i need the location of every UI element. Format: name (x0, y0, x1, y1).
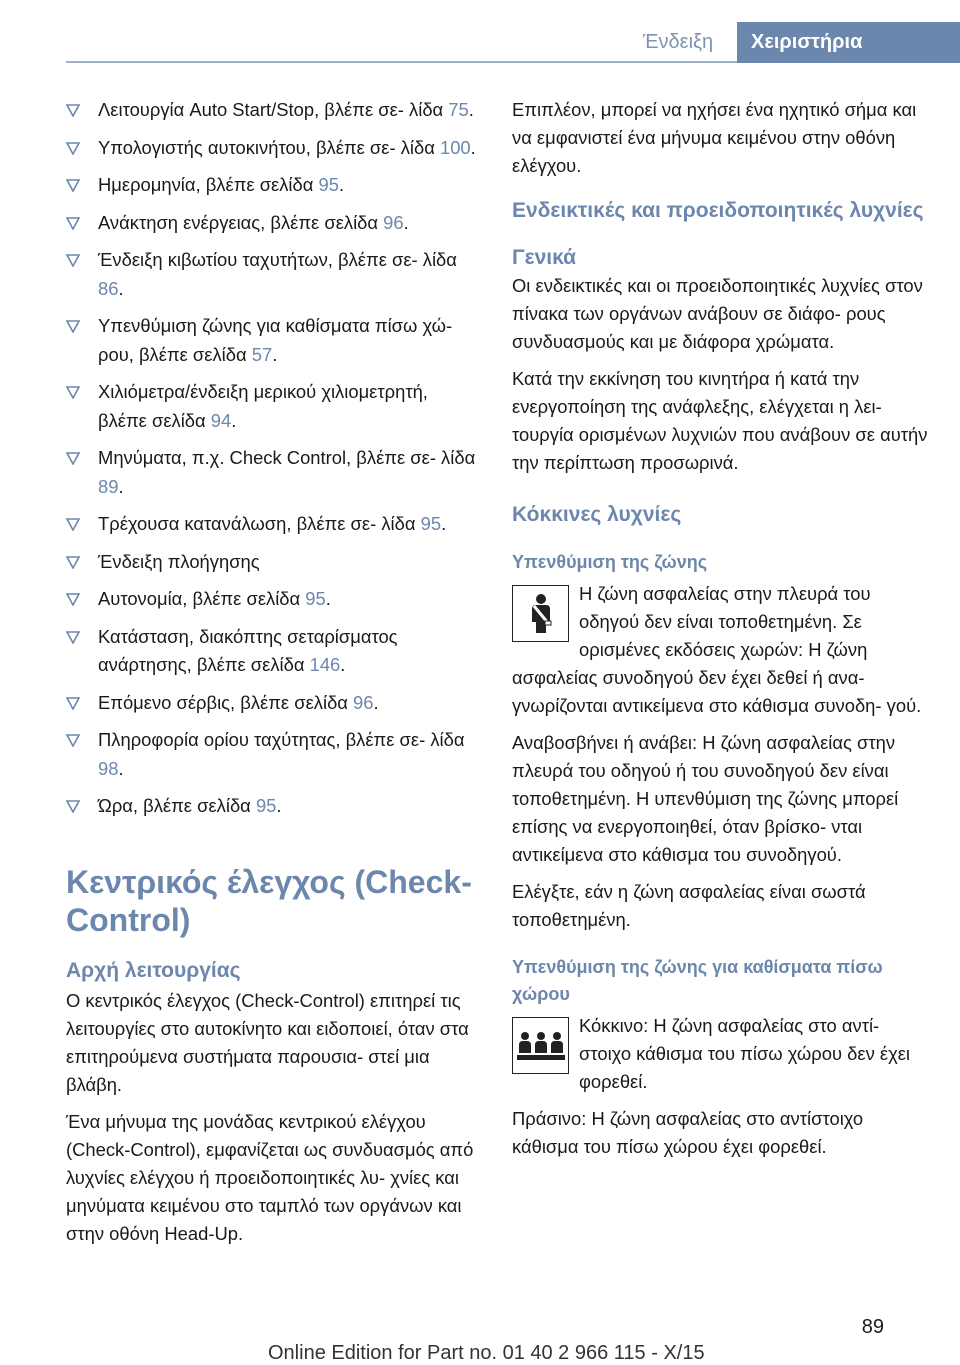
rear-belt-block (512, 1012, 932, 1096)
list-item-text: Ένδειξη πλοήγησης (98, 550, 260, 572)
page-link[interactable]: 98 (98, 757, 119, 779)
edition-text: Online Edition for Part no. 01 40 2 966 115 - X/15 (268, 1342, 705, 1364)
list-item-text: Πληροφορία ορίου ταχύτητας, βλέπε σε‐ λίδα (98, 729, 465, 750)
bullet-triangle-icon (66, 734, 80, 747)
bullet-triangle-icon (66, 631, 80, 644)
principle-paragraph-2: Ένα μήνυμα της μονάδας κεντρικού ελέγχου (Check-Control), εμφανίζεται ως συνδυασμός από λυχνίες ελέγχου ή προειδοποιητικές λυ‐ χνίες και μηνύματα κειμένου στο ταμπλό των οργάνων και στην οθόνη Head-Up. (66, 1110, 474, 1244)
list-item-end: . (403, 211, 409, 233)
header-section-tab[interactable]: Χειριστήρια (737, 22, 960, 63)
bullet-triangle-icon (66, 697, 80, 710)
list-item-text: Αυτονομία, βλέπε σελίδα (98, 588, 306, 609)
page-link[interactable]: 95 (255, 795, 277, 816)
bullet-triangle-icon (66, 386, 80, 399)
page-link[interactable]: 95 (420, 513, 442, 534)
general-paragraph-1: Οι ενδεικτικές και οι προειδοποιητικές λυχνίες στον πίνακα των οργάνων ανάβουν σε διάφο‐ ρους συνδυασμούς και με διάφορα χρώματα. (512, 275, 923, 352)
page-link[interactable]: 96 (383, 211, 404, 233)
list-item (66, 689, 481, 718)
rear-belt-heading: Υπενθύμιση της ζώνης για καθίσματα πίσω χώρου (512, 957, 883, 1004)
list-item-text: Χιλιόμετρα/ένδειξη μερικού χιλιομετρητή, βλέπε σελίδα (98, 381, 428, 431)
bullet-triangle-icon (66, 518, 80, 531)
list-item (66, 312, 481, 369)
list-item-end: . (441, 513, 447, 534)
list-item-text: Τρέχουσα κατανάλωση, βλέπε σε‐ λίδα (98, 513, 421, 534)
list-item (66, 548, 481, 577)
list-item-text: Επόμενο σέρβις, βλέπε σελίδα (98, 691, 354, 713)
page-link[interactable]: 95 (318, 174, 339, 195)
page-number: 89 (861, 1316, 884, 1338)
list-item-end: . (468, 99, 474, 120)
list-item-text: Ημερομηνία, βλέπε σελίδα (98, 174, 319, 195)
list-item (66, 510, 481, 539)
list-item-end: . (118, 277, 124, 299)
list-item (66, 792, 481, 821)
bullet-triangle-icon (66, 556, 80, 569)
list-item (66, 726, 481, 783)
header-index-tab[interactable]: Ένδειξη (642, 31, 714, 53)
list-item (66, 378, 481, 435)
left-column (66, 96, 481, 1257)
rear-belt-paragraph-1: Κόκκινο: Η ζώνη ασφαλείας στο αντί‐ στοιχο κάθισμα του πίσω χώρου δεν έχει φορεθεί. (579, 1015, 911, 1092)
bullet-triangle-icon (66, 179, 80, 192)
belt-paragraph-3: Ελέγξτε, εάν η ζώνη ασφαλείας είναι σωστά τοποθετημένη. (512, 881, 866, 930)
page-link[interactable]: 86 (98, 277, 119, 299)
list-item-end: . (231, 409, 237, 431)
list-item-text: Ένδειξη κιβωτίου ταχυτήτων, βλέπε σε‐ λίδα (98, 249, 457, 270)
belt-paragraph-1: Η ζώνη ασφαλείας στην πλευρά του οδηγού δεν είναι τοποθετημένη. Σε ορισμένες εκδόσεις χωρών: Η ζώνη ασφαλείας συνοδηγού δεν έχει δεθεί ή ανα‐ γνωρίζονται αντικείμενα στο κάθισμα συνοδη‐ γού. (512, 583, 922, 716)
list-item-text: Υπενθύμιση ζώνης για καθίσματα πίσω χώ‐ ρου, βλέπε σελίδα (98, 315, 453, 365)
page-link[interactable]: 57 (251, 343, 273, 365)
list-item-end: . (118, 757, 124, 779)
list-item (66, 134, 481, 163)
list-item-end: . (118, 475, 124, 497)
list-item-text: Ανάκτηση ενέργειας, βλέπε σελίδα (98, 211, 384, 233)
bullet-triangle-icon (66, 254, 80, 267)
list-item (66, 444, 481, 501)
bullet-triangle-icon (66, 217, 80, 230)
rear-belt-paragraph-2: Πράσινο: Η ζώνη ασφαλείας στο αντίστοιχο κάθισμα του πίσω χώρου έχει φορεθεί. (512, 1108, 864, 1157)
list-item (66, 171, 481, 200)
seatbelt-icon (512, 585, 569, 642)
belt-reminder-block (512, 580, 932, 720)
lamps-heading: Ενδεικτικές και προειδοποιητικές λυχνίες (512, 199, 924, 222)
list-item-text: Ώρα, βλέπε σελίδα (98, 795, 256, 816)
list-item-text: Λειτουργία Auto Start/Stop, βλέπε σε‐ λίδα (98, 99, 449, 120)
page-footer (0, 1312, 960, 1362)
page-link[interactable]: 96 (353, 691, 374, 713)
list-item (66, 585, 481, 614)
page-link[interactable]: 94 (210, 409, 232, 431)
check-control-title: Κεντρικός έλεγχος (Check-Control) (66, 863, 472, 938)
general-heading: Γενικά (512, 246, 577, 269)
general-paragraph-2: Κατά την εκκίνηση του κινητήρα ή κατά την ενεργοποίηση της ανάφλεξης, ελέγχεται η λει‐ τουργία ορισμένων λυχνιών που ανάβουν σε αυτήν την περίπτωση προσωρινά. (512, 368, 928, 473)
belt-paragraph-2: Αναβοσβήνει ή ανάβει: Η ζώνη ασφαλείας στην πλευρά του οδηγού ή του συνοδηγού δεν είναι τοποθετημένη. Η υπενθύμιση της ζώνης μπορεί επίσης να ενεργοποιηθεί, όταν βρίσκο‐ νται αντικείμενα στο κάθισμα του συνοδηγού. (512, 732, 899, 865)
list-item-text: Κατάσταση, διακόπτης σεταρίσματος ανάρτησης, βλέπε σελίδα (98, 625, 398, 675)
list-item-end: . (373, 691, 379, 713)
list-item (66, 623, 481, 680)
bullet-triangle-icon (66, 452, 80, 465)
red-lamps-heading: Κόκκινες λυχνίες (512, 503, 682, 526)
display-items-list (66, 96, 481, 821)
list-item-end: . (338, 174, 345, 195)
list-item-text: Υπολογιστής αυτοκινήτου, βλέπε σε‐ λίδα (98, 136, 440, 158)
bullet-triangle-icon (66, 142, 80, 155)
right-column (512, 96, 932, 1170)
bullet-triangle-icon (66, 104, 80, 117)
list-item-end: . (340, 654, 346, 675)
principle-heading: Αρχή λειτουργίας (66, 958, 241, 982)
list-item-end: . (470, 136, 476, 158)
belt-reminder-heading: Υπενθύμιση της ζώνης (512, 552, 708, 572)
principle-paragraph-1: Ο κεντρικός έλεγχος (Check-Control) επιτηρεί τις λειτουργίες στο αυτοκίνητο και ειδοποιεί, όταν στα επιτηρούμενα συστήματα παρουσια‐ στεί μια βλάβη. (66, 989, 469, 1095)
page-link[interactable]: 100 (439, 136, 471, 158)
list-item (66, 209, 481, 238)
page-link[interactable]: 75 (448, 99, 469, 120)
page-link[interactable]: 146 (309, 654, 341, 675)
bullet-triangle-icon (66, 800, 80, 813)
page-link[interactable]: 89 (98, 475, 119, 497)
list-item-end: . (325, 588, 331, 609)
list-item-end: . (276, 795, 282, 816)
list-item (66, 96, 481, 125)
page-link[interactable]: 95 (305, 588, 326, 609)
list-item-text: Μηνύματα, π.χ. Check Control, βλέπε σε‐ λίδα (98, 447, 476, 468)
list-item-end: . (272, 343, 278, 365)
intro-paragraph: Επιπλέον, μπορεί να ηχήσει ένα ηχητικό σήμα και να εμφανιστεί ένα μήνυμα κειμένου στην οθόνη ελέγχου. (512, 99, 917, 176)
bullet-triangle-icon (66, 320, 80, 333)
rear-seats-belt-icon (512, 1017, 569, 1074)
list-item (66, 246, 481, 303)
bullet-triangle-icon (66, 593, 80, 606)
